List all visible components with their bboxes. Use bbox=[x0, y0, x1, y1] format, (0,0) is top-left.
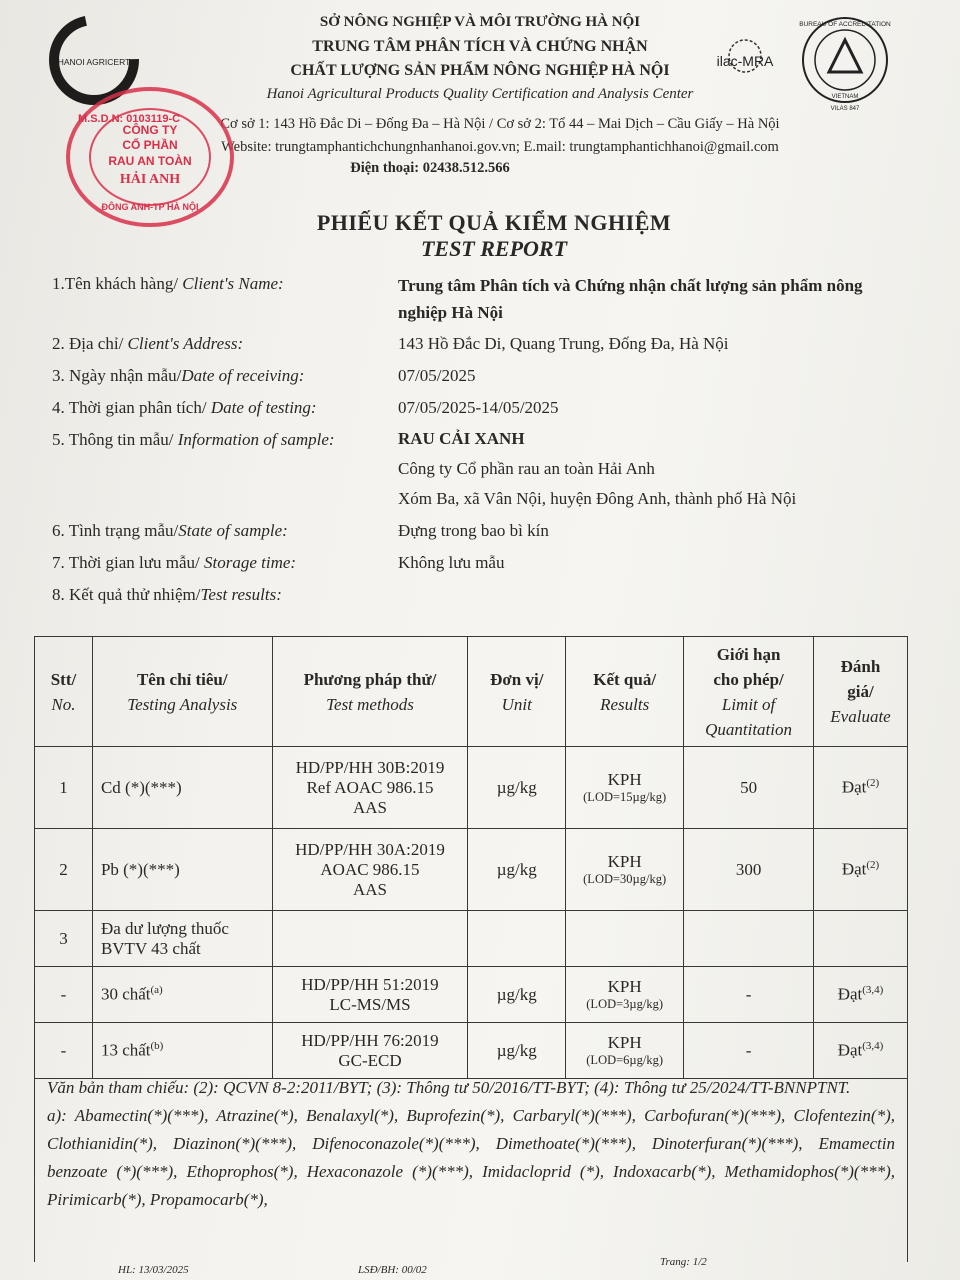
row-no: - bbox=[35, 967, 93, 1023]
report-title-en: TEST REPORT bbox=[420, 236, 568, 261]
row-evaluate: Đạt$^{(3,4)}$ bbox=[814, 967, 908, 1023]
center-website-email: Website: trungtamphantichchungnhanhanoi.gov.vn; E.mail: trungtamphantichhanoi@gmail.com bbox=[221, 139, 779, 155]
row-analysis: Cd (*)(***) bbox=[92, 747, 272, 829]
row-no: 2 bbox=[35, 829, 93, 911]
header-analysis: Tên chỉ tiêu/ Testing Analysis bbox=[92, 637, 272, 747]
row-result: KPH (LOD=15µg/kg) bbox=[566, 747, 684, 829]
pesticide-list-a: a): Abamectin(*)(***), Atrazine(*), Benalaxyl(*), Buprofezin(*), Carbaryl(*)(***), Carbofuran(*)(***), Clofentezin(*), Clothianidin(*), Diazinon(*)(***), Difenoconazole(*)(***), Dimethoate(*)(***), Dinoterfuran(*)(***), Emamectin benzoate (*)(***), Ethoprophos(*), Hexaconazole (*)(***), Imidacloprid (*), Indoxacarb(*), Methamidophos(*)(***), Pirimicarb(*), Propamocarb(*), bbox=[47, 1106, 895, 1209]
sample-name: RAU CẢI XANH bbox=[398, 429, 525, 448]
sample-address: Xóm Ba, xã Vân Nội, huyện Đông Anh, thành phố Hà Nội bbox=[398, 489, 797, 508]
table-row bbox=[35, 911, 908, 967]
stamp-line1: CÔNG TY bbox=[122, 123, 178, 137]
testing-date-value: 07/05/2025-14/05/2025 bbox=[398, 398, 559, 417]
sample-info-label: 5. Thông tin mẫu/ Information of sample: bbox=[52, 430, 335, 449]
row-method: HD/PP/HH 30B:2019 Ref AOAC 986.15 AAS bbox=[272, 747, 468, 829]
row-method: HD/PP/HH 76:2019 GC-ECD bbox=[272, 1023, 468, 1079]
row-limit: 300 bbox=[684, 829, 814, 911]
header-no: Stt/ No. bbox=[35, 637, 93, 747]
center-name-line2: CHẤT LƯỢNG SẢN PHẨM NÔNG NGHIỆP HÀ NỘI bbox=[290, 62, 670, 79]
row-method: HD/PP/HH 30A:2019 AOAC 986.15 AAS bbox=[272, 829, 468, 911]
testing-date-label: 4. Thời gian phân tích/ Date of testing: bbox=[52, 398, 317, 417]
report-title-vi: PHIẾU KẾT QUẢ KIỂM NGHIỆM bbox=[316, 210, 672, 235]
table-row bbox=[35, 967, 908, 1023]
stamp-ring-text: M.S.D.N: 0103119-C bbox=[78, 113, 181, 125]
receiving-date-value: 07/05/2025 bbox=[398, 366, 476, 385]
ilac-text: ilac-MRA bbox=[716, 53, 774, 69]
test-results-label: 8. Kết quả thử nhiệm/Test results: bbox=[52, 585, 282, 604]
ministry-name: SỞ NÔNG NGHIỆP VÀ MÔI TRƯỜNG HÀ NỘI bbox=[319, 14, 641, 30]
boa-accreditation-logo bbox=[795, 12, 895, 112]
client-address-value: 143 Hồ Đắc Di, Quang Trung, Đống Đa, Hà Nội bbox=[398, 334, 729, 353]
row-unit: µg/kg bbox=[468, 1023, 566, 1079]
client-name-label: 1.Tên khách hàng/ Client's Name: bbox=[52, 274, 284, 293]
stamp-line4: HẢI ANH bbox=[119, 172, 181, 187]
header-result: Kết quả/ Results bbox=[566, 637, 684, 747]
storage-time-label: 7. Thời gian lưu mẫu/ Storage time: bbox=[52, 553, 297, 572]
row-limit: - bbox=[684, 967, 814, 1023]
row-result: KPH (LOD=6µg/kg) bbox=[566, 1023, 684, 1079]
row-limit: - bbox=[684, 1023, 814, 1079]
client-address-label: 2. Địa chỉ/ Client's Address: bbox=[52, 334, 244, 353]
row-analysis: Pb (*)(***) bbox=[92, 829, 272, 911]
row-unit: µg/kg bbox=[468, 829, 566, 911]
row-unit: µg/kg bbox=[468, 967, 566, 1023]
reference-documents: Văn bản tham chiếu: (2): QCVN 8-2:2011/BYT; (3): Thông tư 50/2016/TT-BYT; (4): Thông tư 25/2024/TT-BNNPTNT. bbox=[47, 1078, 851, 1097]
table-row bbox=[35, 1023, 908, 1079]
header-method: Phương pháp thử/ Test methods bbox=[272, 637, 468, 747]
footer-hl: HL: 13/03/2025 bbox=[118, 1264, 189, 1276]
ilac-mra-logo bbox=[700, 34, 790, 104]
row-method: HD/PP/HH 51:2019 LC-MS/MS bbox=[272, 967, 468, 1023]
row-analysis: Đa dư lượng thuốc BVTV 43 chất bbox=[92, 911, 272, 967]
sample-state-value: Đựng trong bao bì kín bbox=[398, 521, 549, 540]
reference-notes bbox=[34, 1072, 908, 1262]
client-name-value: Trung tâm Phân tích và Chứng nhận chất lượng sản phẩm nông nghiệp Hà Nội bbox=[398, 276, 863, 322]
row-no: - bbox=[35, 1023, 93, 1079]
stamp-line2: CỔ PHẦN bbox=[122, 138, 178, 152]
table-row bbox=[35, 747, 908, 829]
results-table bbox=[34, 636, 908, 1079]
sample-company: Công ty Cổ phần rau an toàn Hải Anh bbox=[398, 459, 655, 478]
center-name-english: Hanoi Agricultural Products Quality Certification and Analysis Center bbox=[266, 86, 694, 102]
header-limit: Giới hạn cho phép/ Limit of Quantitation bbox=[684, 637, 814, 747]
row-analysis: 13 chất$^{(b)}$ bbox=[92, 1023, 272, 1079]
footer bbox=[34, 1256, 908, 1280]
row-evaluate: Đạt$^{(3,4)}$ bbox=[814, 1023, 908, 1079]
row-unit: µg/kg bbox=[468, 747, 566, 829]
center-address: Cơ sở 1: 143 Hồ Đắc Di – Đống Đa – Hà Nội / Cơ sở 2: Tổ 44 – Mai Dịch – Cầu Giấy – Hà Nội bbox=[220, 116, 780, 132]
boa-text: BUREAU OF ACCREDITATION bbox=[799, 21, 891, 28]
storage-time-value: Không lưu mẫu bbox=[398, 553, 505, 572]
boa-country: VIETNAM bbox=[831, 94, 859, 100]
footer-lsd: LSĐ/BH: 00/02 bbox=[358, 1264, 427, 1276]
footer-page-number: Trang: 1/2 bbox=[660, 1256, 707, 1268]
agricert-logo-text: HANOI AGRICERT bbox=[57, 57, 131, 67]
center-name-line1: TRUNG TÂM PHÂN TÍCH VÀ CHỨNG NHẬN bbox=[312, 38, 648, 55]
header-evaluate: Đánh giá/ Evaluate bbox=[814, 637, 908, 747]
row-result: KPH (LOD=30µg/kg) bbox=[566, 829, 684, 911]
row-evaluate: Đạt$^{(2)}$ bbox=[814, 829, 908, 911]
row-limit: 50 bbox=[684, 747, 814, 829]
center-phone: Điện thoại: 02438.512.566 bbox=[350, 160, 510, 176]
receiving-date-label: 3. Ngày nhận mẫu/Date of receiving: bbox=[52, 366, 305, 385]
stamp-line3: RAU AN TOÀN bbox=[108, 154, 192, 168]
table-row bbox=[35, 829, 908, 911]
header-unit: Đơn vị/ Unit bbox=[468, 637, 566, 747]
table-header-row bbox=[35, 637, 908, 747]
vilas-number: VILAS 847 bbox=[830, 106, 860, 112]
stamp-ring-bottom: ĐÔNG ANH-TP HÀ NỘI bbox=[101, 202, 199, 212]
row-evaluate: Đạt$^{(2)}$ bbox=[814, 747, 908, 829]
sample-state-label: 6. Tình trạng mẫu/State of sample: bbox=[52, 521, 288, 540]
row-analysis: 30 chất$^{(a)}$ bbox=[92, 967, 272, 1023]
row-result: KPH (LOD=3µg/kg) bbox=[566, 967, 684, 1023]
row-no: 3 bbox=[35, 911, 93, 967]
row-no: 1 bbox=[35, 747, 93, 829]
